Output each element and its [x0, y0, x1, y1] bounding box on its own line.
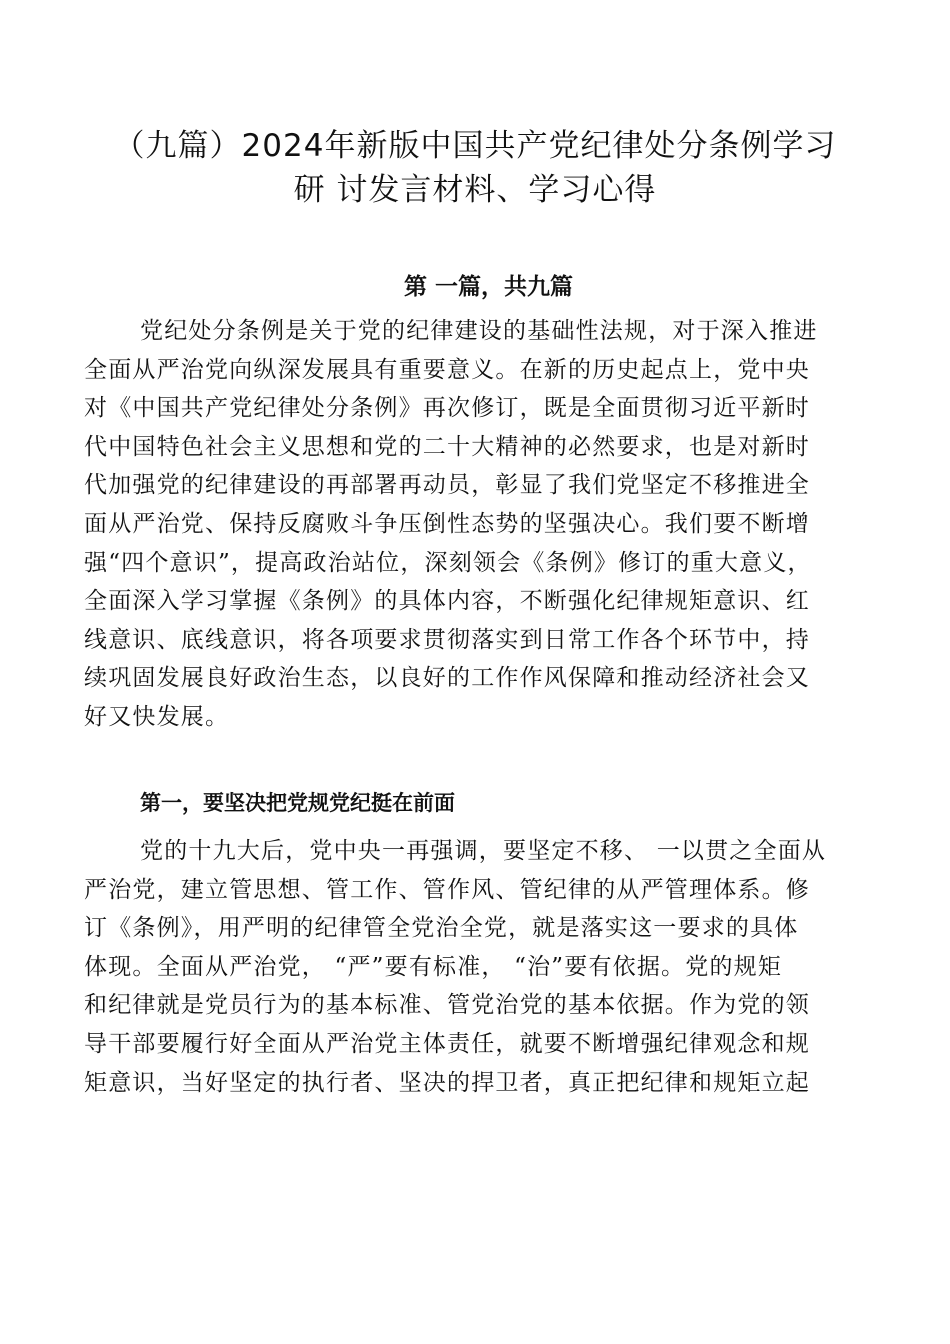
paragraph-line: 导干部要履行好全面从严治党主体责任，就要不断增强纪律观念和规 [84, 1030, 810, 1057]
subheading: 第一，要坚决把党规党纪挺在前面 [140, 791, 455, 815]
paragraph-line: 严治党，建立管思想、管工作、管作风、管纪律的从严管理体系。修 [84, 876, 810, 903]
paragraph-line: 对《中国共产党纪律处分条例》再次修订，既是全面贯彻习近平新时 [84, 395, 810, 422]
paragraph-line: 面从严治党、保持反腐败斗争压倒性态势的坚强决心。我们要不断增 [84, 510, 810, 537]
paragraph-line: 代中国特色社会主义思想和党的二十大精神的必然要求，也是对新时 [84, 433, 810, 460]
paragraph-line: 续巩固发展良好政治生态，以良好的工作作风保障和推动经济社会又 [84, 665, 810, 692]
paragraph-line: 矩意识，当好坚定的执行者、坚决的捍卫者，真正把纪律和规矩立起 [84, 1069, 810, 1096]
paragraph-line: 党的十九大后，党中央一再强调，要坚定不移、 一以贯之全面从 [140, 838, 827, 864]
paragraph-2 [84, 832, 864, 1102]
title-line-2: 研 讨发言材料、学习心得 [293, 172, 657, 208]
paragraph-line: 强“四个意识”，提高政治站位，深刻领会《条例》修订的重大意义， [84, 549, 812, 576]
paragraph-line: 全面深入学习掌握《条例》的具体内容，不断强化纪律规矩意识、红 [84, 588, 810, 615]
paragraph-line: 订《条例》，用严明的纪律管全党治全党，就是落实这一要求的具体 [84, 915, 799, 942]
paragraph-line: 好又快发展。 [84, 703, 230, 730]
paragraph-line: 代加强党的纪律建设的再部署再动员，彰显了我们党坚定不移推进全 [84, 472, 810, 499]
section-heading: 第 一篇，共九篇 [404, 274, 574, 300]
paragraph-line: 全面从严治党向纵深发展具有重要意义。在新的历史起点上，党中央 [84, 356, 810, 383]
paragraph-line: 线意识、底线意识，将各项要求贯彻落实到日常工作各个环节中，持 [84, 626, 810, 653]
document-title [60, 124, 890, 212]
paragraph-1 [84, 312, 864, 737]
paragraph-line: 党纪处分条例是关于党的纪律建设的基础性法规，对于深入推进 [140, 318, 818, 344]
paragraph-line: 和纪律就是党员行为的基本标准、管党治党的基本依据。作为党的领 [84, 992, 810, 1019]
title-line-1: （九篇）2024年新版中国共产党纪律处分条例学习 [113, 128, 837, 164]
paragraph-line: 体现。全面从严治党， “严”要有标准， “治”要有依据。党的规矩 [84, 953, 783, 980]
